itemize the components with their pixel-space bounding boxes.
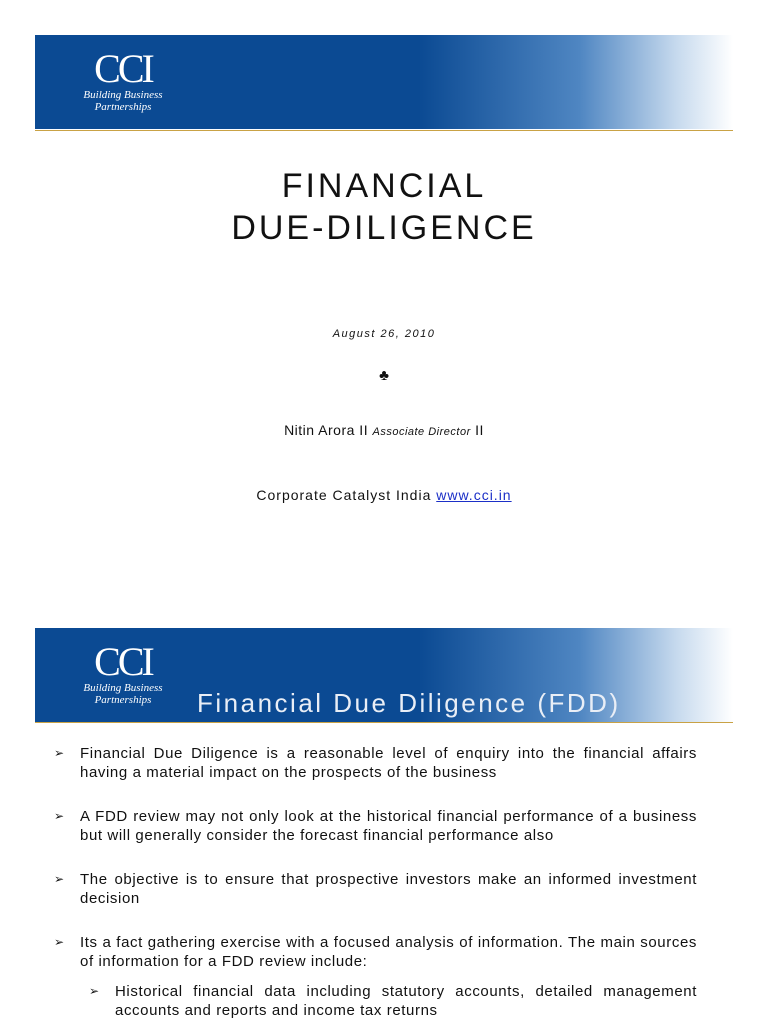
company-line bbox=[0, 487, 768, 503]
title-line-1: FINANCIAL bbox=[281, 167, 487, 205]
bullet-item bbox=[54, 807, 697, 845]
bullet-item bbox=[54, 870, 697, 908]
bullet-text: Its a fact gathering exercise with a focused analysis of information. The main sources of information for a FDD review include: bbox=[80, 934, 697, 970]
presentation-date: August 26, 2010 bbox=[332, 328, 436, 340]
cci-logo-slide2 bbox=[75, 639, 171, 706]
logo-tagline-2: Partnerships bbox=[94, 101, 152, 113]
bullet-item bbox=[54, 744, 697, 782]
author-suffix: II bbox=[475, 422, 484, 438]
logo-mark: CCI bbox=[94, 639, 152, 684]
title-line-2: DUE-DILIGENCE bbox=[231, 209, 537, 247]
arrow-bullet-icon: ➢ bbox=[54, 872, 65, 886]
arrow-bullet-icon: ➢ bbox=[54, 746, 65, 760]
company-link[interactable]: www.cci.in bbox=[436, 487, 512, 503]
logo-tagline-1: Building Business bbox=[83, 89, 163, 101]
sub-bullet-item bbox=[54, 982, 697, 1020]
bullet-item bbox=[54, 933, 697, 971]
company-name: Corporate Catalyst India bbox=[256, 487, 432, 503]
logo-tagline-1: Building Business bbox=[83, 682, 163, 694]
bullet-text: A FDD review may not only look at the historical financial performance of a business but will generally consider the forecast financial performance also bbox=[80, 808, 697, 844]
bullet-text: Financial Due Diligence is a reasonable level of enquiry into the financial affairs having a material impact on the prospects of the business bbox=[80, 745, 697, 781]
logo-tagline-2: Partnerships bbox=[94, 694, 152, 706]
author-line bbox=[0, 422, 768, 438]
arrow-bullet-icon: ➢ bbox=[54, 935, 65, 949]
author-name: Nitin Arora II bbox=[284, 422, 369, 438]
slide2-divider bbox=[35, 722, 733, 723]
cci-logo bbox=[75, 46, 171, 113]
header-divider bbox=[35, 130, 733, 131]
bullet-list bbox=[54, 744, 697, 1020]
arrow-bullet-icon: ➢ bbox=[89, 984, 100, 998]
author-role: Associate Director bbox=[372, 426, 471, 438]
header-banner bbox=[35, 35, 733, 129]
club-icon: ♣ bbox=[379, 367, 389, 384]
sub-bullet-text: Historical financial data including statutory accounts, detailed management accounts and reports and income tax returns bbox=[115, 983, 697, 1019]
logo-mark: CCI bbox=[94, 46, 152, 91]
bullet-text: The objective is to ensure that prospective investors make an informed investment decision bbox=[80, 871, 697, 907]
arrow-bullet-icon: ➢ bbox=[54, 809, 65, 823]
slide2-heading: Financial Due Diligence (FDD) bbox=[197, 688, 621, 718]
